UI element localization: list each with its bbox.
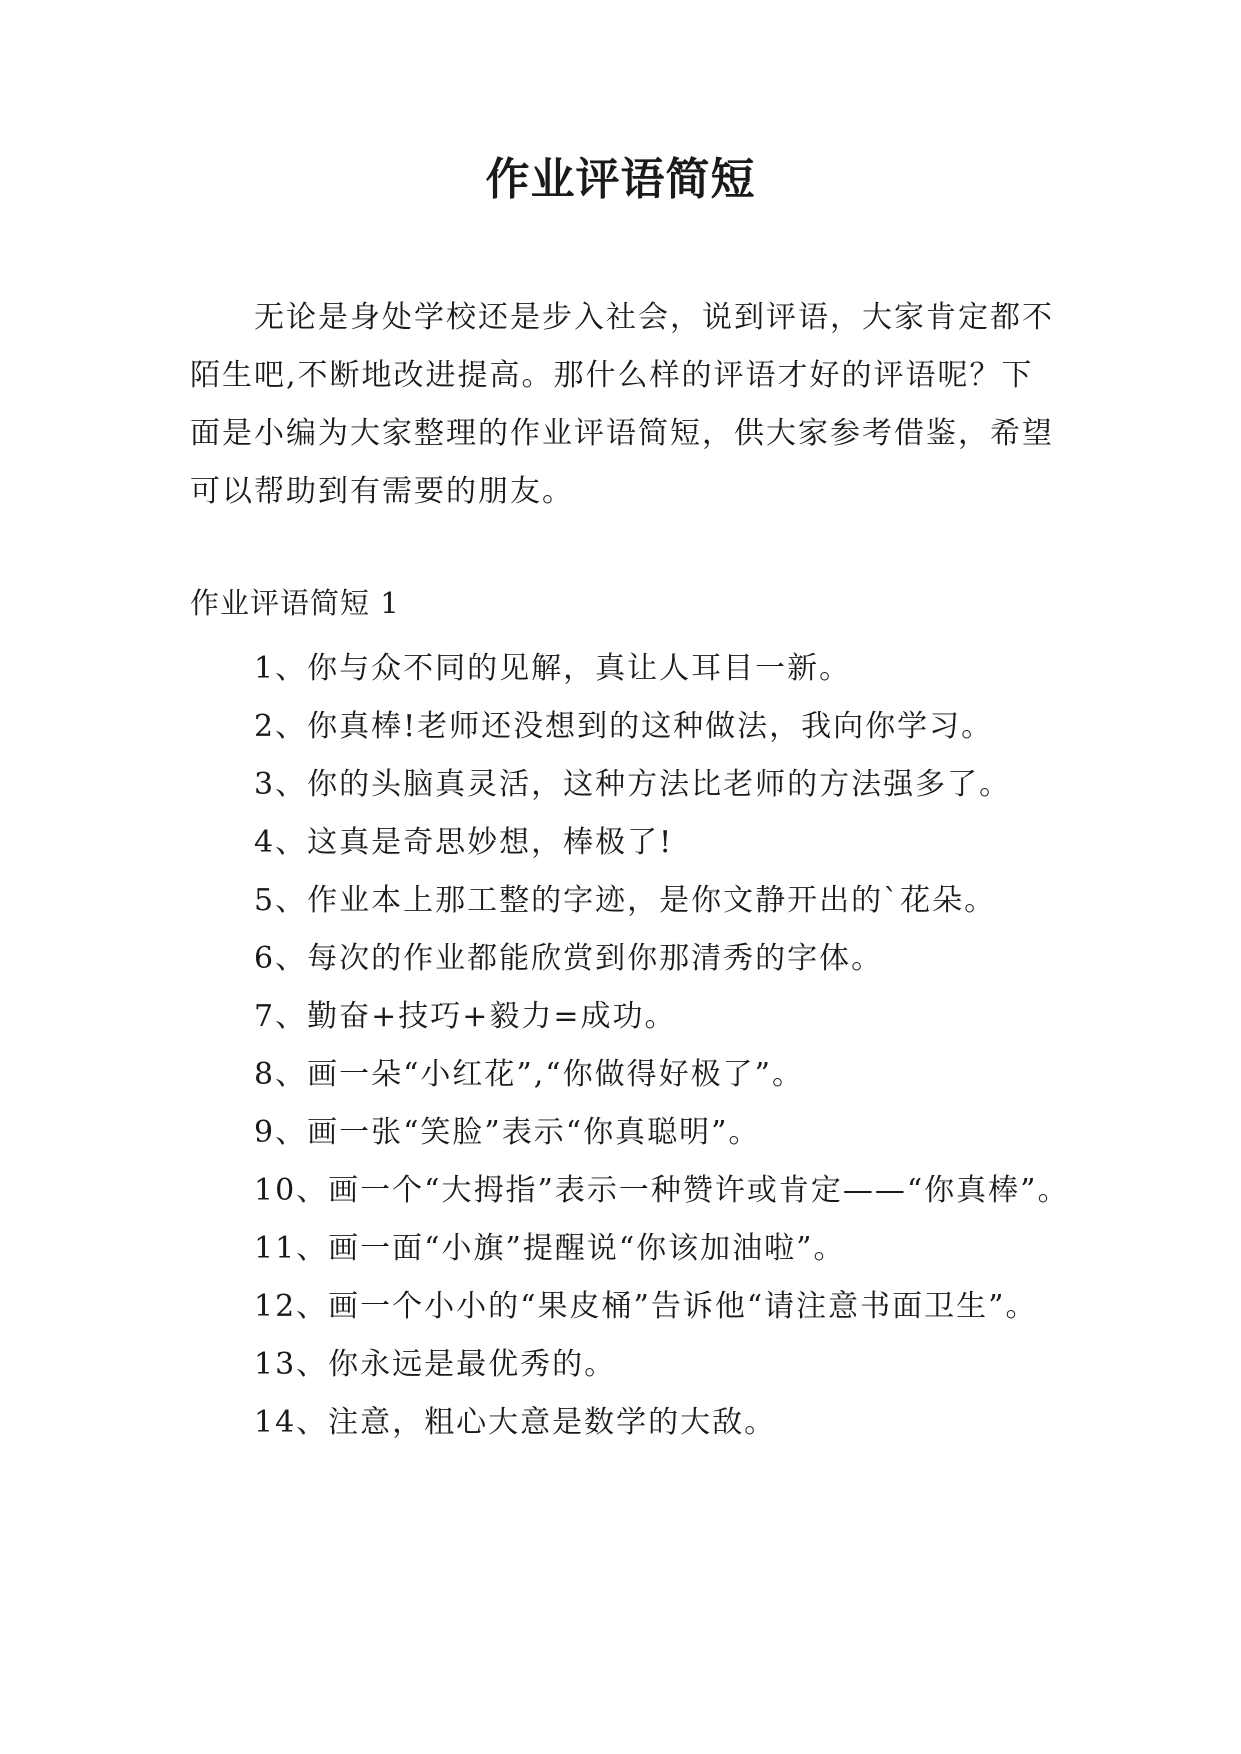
list-item: 3、你的头脑真灵活，这种方法比老师的方法强多了。	[254, 767, 1012, 802]
intro-paragraph: 无论是身处学校还是步入社会，说到评语，大家肯定都不陌生吧,不断地改进提高。那什么样的评语才好的评语呢？下面是小编为大家整理的作业评语简短，供大家参考借鉴，希望可以帮助到有需要的朋友。	[190, 300, 1054, 509]
list-item: 7、勤奋+技巧+毅力=成功。	[254, 999, 677, 1034]
list-item: 9、画一张“笑脸”表示“你真聪明”。	[254, 1115, 761, 1150]
list-item: 10、画一个“大拇指”表示一种赞许或肯定——“你真棒”。	[254, 1173, 1070, 1208]
list-item: 2、你真棒!老师还没想到的这种做法，我向你学习。	[254, 709, 994, 744]
comment-list	[190, 640, 1070, 1452]
list-item: 14、注意，粗心大意是数学的大敌。	[254, 1405, 777, 1440]
list-item: 4、这真是奇思妙想，棒极了!	[254, 825, 674, 860]
list-item: 8、画一朵“小红花”,“你做得好极了”。	[254, 1057, 804, 1092]
list-item: 1、你与众不同的见解，真让人耳目一新。	[254, 651, 852, 686]
list-item: 12、画一个小小的“果皮桶”告诉他“请注意书面卫生”。	[254, 1289, 1038, 1324]
list-item: 11、画一面“小旗”提醒说“你该加油啦”。	[254, 1231, 846, 1266]
list-item: 13、你永远是最优秀的。	[254, 1347, 617, 1382]
list-item: 6、每次的作业都能欣赏到你那清秀的字体。	[254, 941, 884, 976]
section-heading: 作业评语简短 1	[190, 586, 400, 620]
document-title: 作业评语简短	[485, 154, 756, 205]
list-item: 5、作业本上那工整的字迹，是你文静开出的`花朵。	[254, 883, 997, 918]
